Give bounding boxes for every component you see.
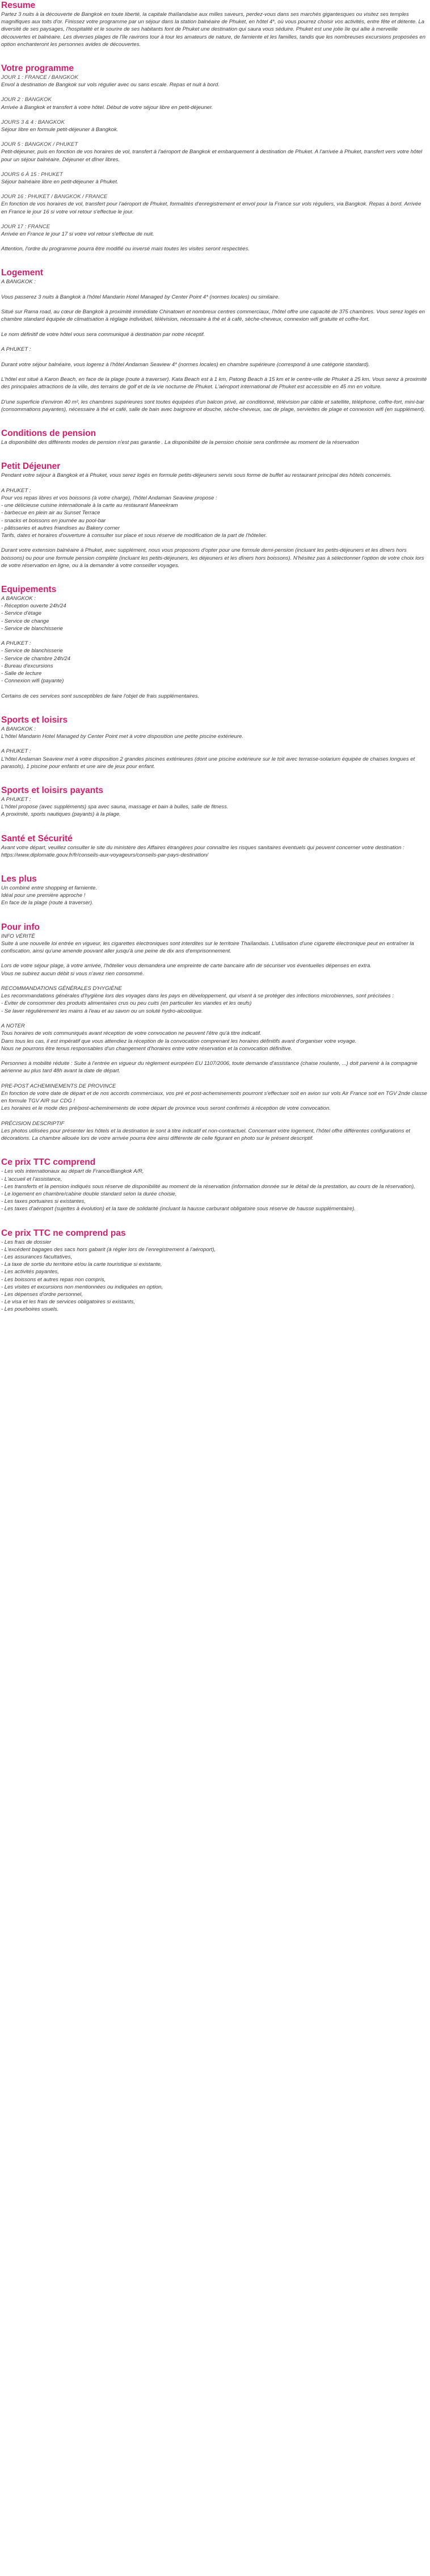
section-title-prix-comprend: Ce prix TTC comprend [1,1157,96,1168]
sports-payants-text: A PHUKET : L'hôtel propose (avec suppléments) spa avec sauna, massage et bain à bulles, salle de fitness. A proximité, sports nautiques (payants) à la plage. [1,796,229,818]
day-label: JOUR 16 : PHUKET / BANGKOK / FRANCE [1,194,108,200]
section-title-programme: Votre programme [1,64,74,74]
day-label: JOURS 3 & 4 : BANGKOK [1,119,65,125]
sante-text: Avant votre départ, veuillez consulter le site du ministère des Affaires étrangères pour connaître les risques sanitaires éventuels qui peuvent concerner votre destination : https://www.diplomatie.gouv.fr/fr/conseils-aux-voyageurs/conseils-par-pays-destination/ [1,844,406,858]
day-text: Arrivée à Bangkok et transfert à votre hôtel. Début de votre séjour libre en petit-déjeuner. [1,104,213,111]
day-label: JOUR 2 : BANGKOK [1,97,52,103]
section-title-petit-dejeuner: Petit Déjeuner [1,462,61,472]
section-title-prix-ne-comprend: Ce prix TTC ne comprend pas [1,1228,126,1238]
prix-ne-comprend-text: - Les frais de dossier - L'excédent bagages des sacs hors gabarit (à régler lors de l'enregistrement à l'aéroport), - Les assurances facultatives, - La taxe de sortie du territoire et/ou la carte touristique si existante, - Les activités payantes, - Les boissons et autres repas non compris, - Les visites et excursions non mentionnées ou indiquées en option, - Les dépenses d'ordre personnel, - Le visa et les frais de services obligatoires si existants, - Les pourboires usuels. [1,1239,216,1313]
section-title-sante: Santé et Sécurité [1,833,73,844]
programme-note: Attention, l'ordre du programme pourra être modifié ou inversé mais toutes les visites seront respectées. [1,246,250,253]
les-plus-text: Un combiné entre shopping et farniente. Idéal pour une première approche ! En face de la plage (route à traverser). [1,885,97,907]
programme-days [1,74,428,253]
day-label: JOUR 5 : BANGKOK / PHUKET [1,141,78,148]
section-title-logement: Logement [1,268,44,278]
sports-loisirs-text: A BANGKOK : L'hôtel Mandarin Hotel Managed by Center Point met à votre disposition une petite piscine extérieure. A PHUKET : L'hôtel Andaman Seaview met à votre disposition 2 grandes piscines extérieures (dont une piscine extérieure sur le toit avec terrasse-solarium équipée de chaises longues et parasols), 1 piscine pour enfants et une aire de jeux pour enfant. [1,725,415,770]
day-text: Séjour libre en formule petit-déjeuner à Bangkok. [1,127,119,133]
section-title-sports-payants: Sports et loisirs payants [1,786,104,796]
equipements-text: A BANGKOK : - Réception ouverte 24h/24 - Service d'étage - Service de change - Service de blanchisserie A PHUKET : - Service de blanchisserie - Service de chambre 24h/24 - Bureau d'excursions - Salle de lecture - Connexion wifi (payante) Certains de ces services sont susceptibles de faire l'objet de frais supplémentaires. [1,595,200,699]
section-title-resume: Resume [1,1,36,10]
day-text: Arrivée en France le jour 17 si votre vol retour s'effectue de nuit. [1,231,154,238]
section-title-pour-info: Pour info [1,922,40,932]
prix-comprend-text: - Les vols internationaux au départ de France/Bangkok A/R, - L'accueil et l'assistance, - Les transferts et la pension indiqués sous réserve de disponibilité au moment de la réservation (information donnée sur le détail de la prestation, au cours de la réservation), - Le logement en chambre/cabine double standard selon la durée choisie, - Les taxes portuaires si existantes, - Les taxes d'aéroport (sujettes à évolution) et la taxe de solidarité (incluant la hausse carburant obligatoire sous réserve de hausse supplémentaire). [1,1168,415,1213]
day-text: Envol à destination de Bangkok sur vols régulier avec ou sans escale. Repas et nuit à bord. [1,82,220,89]
day-label: JOUR 1 : FRANCE / BANGKOK [1,74,78,81]
day-text: En fonction de vos horaires de vol, transfert pour l'aéroport de Phuket, formalités d'enregistrement et envol pour la France sur vols réguliers, via Bangkok. Repas à bord. Arrivée en France le jour 16 si votre vol retour s'effectue le jour. [1,201,423,215]
day-text: Petit-déjeuner, puis en fonction de vos horaires de vol, transfert à l'aéroport de Bangkok et embarquement à destination de Phuket. A l'arrivée à Phuket, transfert vers votre hôtel pour un séjour balnéaire. Déjeuner et dîner libres. [1,149,424,163]
day-text: Séjour balnéaire libre en petit-déjeuner à Phuket. [1,179,119,186]
section-title-conditions-pension: Conditions de pension [1,429,96,439]
logement-text: A BANGKOK : Vous passerez 3 nuits à Bangkok à l'hôtel Mandarin Hotel Managed by Center Point 4* (normes locales) ou similaire. Situé sur Rama road, au cœur de Bangkok à proximité immédiate Chinatown et nombreux centres commerciaux, l'hôtel offre une capacité de 375 chambres. Vous serez logés en chambre standard équipée de climatisation à réglage individuel, télévision, nécessaire à thé et à café, sèche-cheveux, connexion wifi gratuite et coffre-fort. Le nom définitif de votre hôtel vous sera communiqué à destination par notre réceptif. A PHUKET : Durant votre séjour balnéaire, vous logerez à l'hôtel Andaman Seaview 4* (normes locales) en chambre supérieure (correspond à une catégorie standard). L'hôtel est situé à Karon Beach, en face de la plage (route à traverser). Kata Beach est à 1 km, Patong Beach à 15 km et le centre-ville de Phuket à 25 km. Vous serez à proximité des principales attractions de la ville, des terrains de golf et de la vie nocturne de Phuket. L'aéroport international de Phuket est accessible en 45 mn en voiture. D'une superficie d'environ 40 m², les chambres supérieures sont toutes équipées d'un balcon privé, air conditionné, télévision par câble et satellite, téléphone, coffre-fort, mini-bar (consommations payantes), nécessaire à thé et café, salle de bain avec baignoire et douche, sèche-cheveux, sac de plage, serviettes de plage et connexion wifi (en supplément). [1,279,427,413]
day-label: JOUR 17 : FRANCE [1,223,50,230]
section-title-sports-loisirs: Sports et loisirs [1,715,68,725]
pour-info-text: INFO VÉRITÉ Suite à une nouvelle loi entrée en vigueur, les cigarettes électroniques sont interdites sur le territoire Thaïlandais. L'utilisation d'une cigarette électronique peut en entraîner la confiscation, ainsi qu'une amende pouvant aller jusqu'à une peine de dix ans d'emprisonnement. Lors de votre séjour plage, à votre arrivée, l'hôtelier vous demandera une empreinte de carte bancaire afin de sécuriser vos éventuelles dépenses en extra. Vous ne subirez aucun débit si vous n'avez rien consommé. RECOMMANDATIONS GÉNÉRALES D'HYGIÈNE Les recommandations générales d'hygiène lors des voyages dans les pays en développement, qui visent à se protéger des infections microbiennes, sont précisées : - Eviter de consommer des produits alimentaires crus ou peu cuits (en particulier les viandes et les œufs) - Se laver régulièrement les mains à l'eau et au savon ou un soluté hydro-alcoolique. A NOTER Tous horaires de vols communiqués avant réception de votre convocation ne peuvent l'être qu'à titre indicatif. Dans tous les cas, il est impératif que vous attendiez la réception de la convocation comprenant les horaires définitifs avant d'organiser votre voyage. Nous ne pourrons être tenus responsables d'un changement d'horaires entre votre réservation et la convocation définitive. Personnes à mobilité réduite : Suite à l'entrée en vigueur du règlement européen EU 1107/2006, toute demande d'assistance (chaise roulante, ...) doit parvenir à la compagnie aérienne au plus tard 48h avant la date de départ. PRE-POST ACHEMINEMENTS DE PROVINCE En fonction de votre date de départ et de nos accords commerciaux, vos pré et post-acheminements pourront s'effectuer soit en avion sur vols Air France soit en TGV 2nde classe en formule TGV AIR sur CDG ! Les horaires et le mode des pré/post-acheminements de votre départ de province vous seront confirmés à réception de votre convocation. PRÉCISION DESCRIPTIF Les photos utilisées pour présenter les hôtels et la destination le sont à titre indicatif et non-contractuel. Concernant votre logement, l'hôtel offre différentes configurations et décorations. La chambre allouée lors de votre arrivée pourra être ainsi différente de celle figurant en photo sur le présent descriptif. [1,933,427,1142]
section-title-les-plus: Les plus [1,874,37,884]
conditions-pension-text: La disponibilité des différents modes de pension n'est pas garantie . La disponibilité de la pension choisie sera confirmée au moment de la réservation [1,439,359,446]
resume-text: Partez 3 nuits à la découverte de Bangkok en toute liberté, la capitale thaïlandaise aux milles saveurs, perdez-vous dans ses marchés gigantesques ou visitez ses temples magnifiques aux toits d'or. Finissez votre programme par un séjour dans la station balnéaire de Phuket, en hôtel 4*, où vous pourrez choisir vos activités, entre fête et détente. La diversité de ses paysages, l'hospitalité et le sourire de ses habitants font de Phuket une destination qui saura vous séduire. Phuket est une jolie île qui allie à merveille découvertes et balnéaire. Les diverses plages de l'île ravirons tour à tour les amateurs de nature, de farniente et les familles, tandis que les nombreuses excursions proposées en option enchanteront les personnes avides de découvertes. [1,11,427,48]
section-title-equipements: Equipements [1,584,57,594]
day-label: JOURS 6 À 15 : PHUKET [1,171,63,178]
petit-dejeuner-text: Pendant votre séjour à Bangkok et à Phuket, vous serez logés en formule petits-déjeuners servis sous forme de buffet au restaurant principal des hôtels concernés. A PHUKET : Pour vos repas libres et vos boissons (à votre charge), l'hôtel Andaman Seaview propose : - une délicieuse cuisine internationale à la carte au restaurant Maneekram - barbecue en plein air au Sunset Terrace - snacks et boissons en journée au pool-bar - pâtisseries et autres friandises au Bakery corner Tarifs, dates et horaires d'ouverture à consulter sur place et sous réserve de modification de la part de l'hôtelier. Durant votre extension balnéaire à Phuket, avec supplément, nous vous proposons d'opter pour une formule demi-pension (incluant les petits-déjeuners et les dîners hors boissons) ou pour une formule pension complète (incluant les petits-déjeuners, les déjeuners et les dîners hors boissons). N'hésitez pas à sélectionner l'option de votre choix lors de votre réservation en ligne, ou à la demander à votre conseiller voyages. [1,472,424,569]
